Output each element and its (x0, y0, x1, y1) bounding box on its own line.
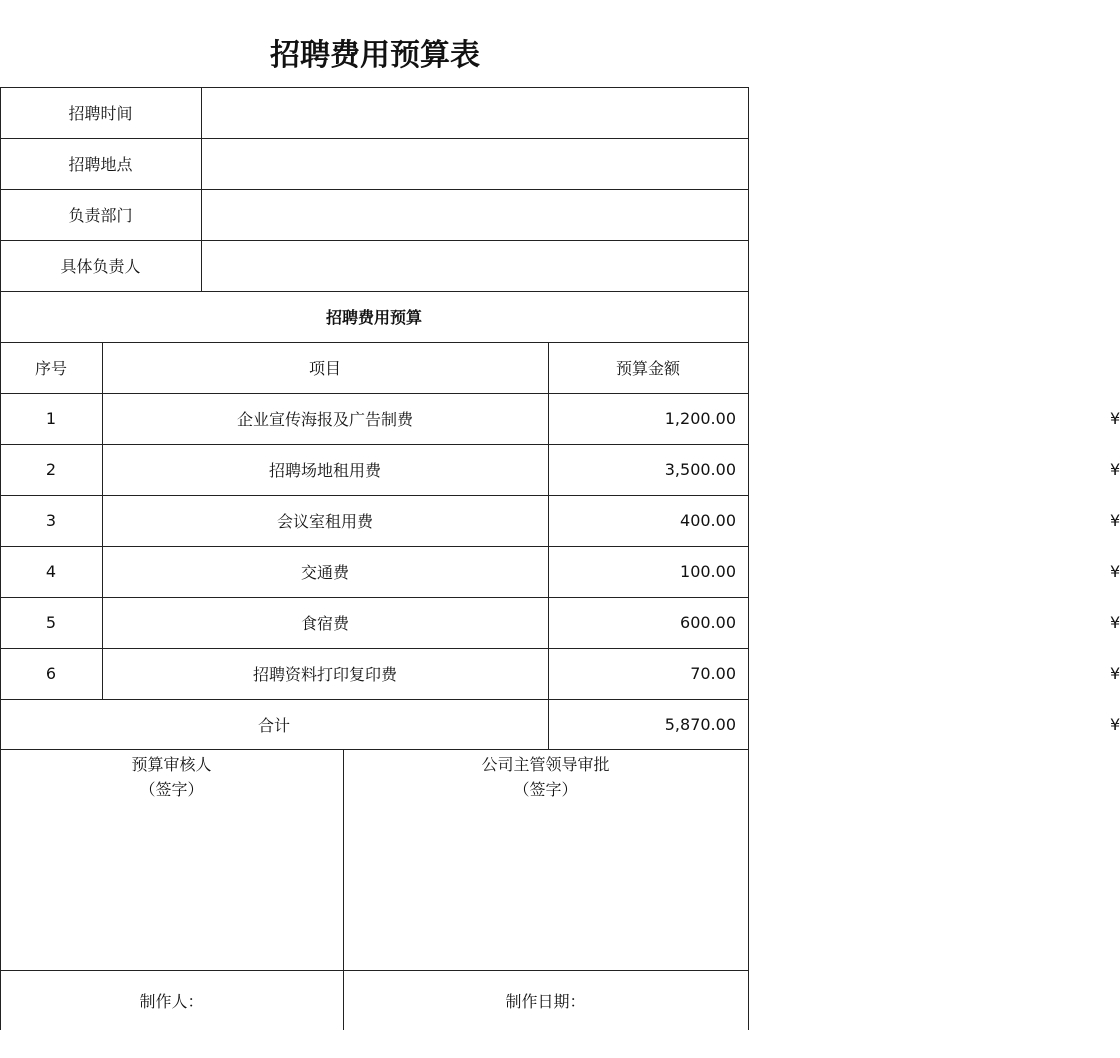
item-number: 4 (45, 562, 57, 581)
info-label: 招聘时间 (68, 104, 133, 123)
item-name: 招聘场地租用费 (268, 461, 381, 480)
approver-sign-hint: （签字） (513, 779, 578, 799)
amount-value: 70.00 (690, 664, 736, 683)
currency-symbol: ¥ (1110, 511, 1120, 530)
reviewer-label: 预算审核人 (131, 754, 212, 774)
header-amount: 预算金额 (615, 359, 680, 378)
currency-symbol: ¥ (1110, 409, 1120, 428)
info-value-field[interactable] (202, 189, 748, 240)
item-amount-cell[interactable] (548, 546, 1120, 597)
divider (748, 87, 749, 1030)
amount-value: 600.00 (680, 613, 736, 632)
currency-symbol: ¥ (1110, 715, 1120, 734)
amount-value: 3,500.00 (664, 460, 736, 479)
amount-value: 100.00 (680, 562, 736, 581)
item-number: 2 (45, 460, 57, 479)
item-number: 6 (45, 664, 57, 683)
total-label: 合计 (257, 715, 290, 735)
item-name: 招聘资料打印复印费 (252, 665, 397, 684)
info-label: 负责部门 (68, 206, 133, 225)
total-amount-cell[interactable] (548, 699, 1120, 750)
item-amount-cell[interactable] (548, 495, 1120, 546)
approver-label: 公司主管领导审批 (481, 754, 610, 774)
currency-symbol: ¥ (1110, 460, 1120, 479)
reviewer-sign-hint: （签字） (139, 779, 204, 799)
item-number: 3 (45, 511, 57, 530)
info-label: 招聘地点 (68, 155, 133, 174)
item-number: 1 (45, 409, 57, 428)
amount-value: 400.00 (680, 511, 736, 530)
date-label[interactable]: 制作日期： (505, 991, 586, 1011)
header-no: 序号 (34, 359, 67, 378)
currency-symbol: ¥ (1110, 562, 1120, 581)
item-name: 会议室租用费 (276, 512, 373, 531)
header-item: 项目 (308, 359, 341, 378)
currency-symbol: ¥ (1110, 664, 1120, 683)
info-value-field[interactable] (202, 240, 748, 291)
amount-value: 1,200.00 (664, 409, 736, 428)
item-name: 食宿费 (300, 614, 349, 633)
item-amount-cell[interactable] (548, 444, 1120, 495)
item-name: 企业宣传海报及广告制费 (236, 410, 413, 429)
section-title: 招聘费用预算 (325, 308, 422, 327)
item-name: 交通费 (300, 563, 349, 582)
page-title: 招聘费用预算表 (270, 38, 480, 73)
amount-value: 5,870.00 (664, 715, 736, 734)
info-value-field[interactable] (202, 87, 748, 138)
currency-symbol: ¥ (1110, 613, 1120, 632)
maker-label[interactable]: 制作人： (139, 991, 204, 1011)
item-amount-cell[interactable] (548, 393, 1120, 444)
info-value-field[interactable] (202, 138, 748, 189)
item-number: 5 (45, 613, 57, 632)
item-amount-cell[interactable] (548, 648, 1120, 699)
info-label: 具体负责人 (60, 257, 141, 276)
item-amount-cell[interactable] (548, 597, 1120, 648)
